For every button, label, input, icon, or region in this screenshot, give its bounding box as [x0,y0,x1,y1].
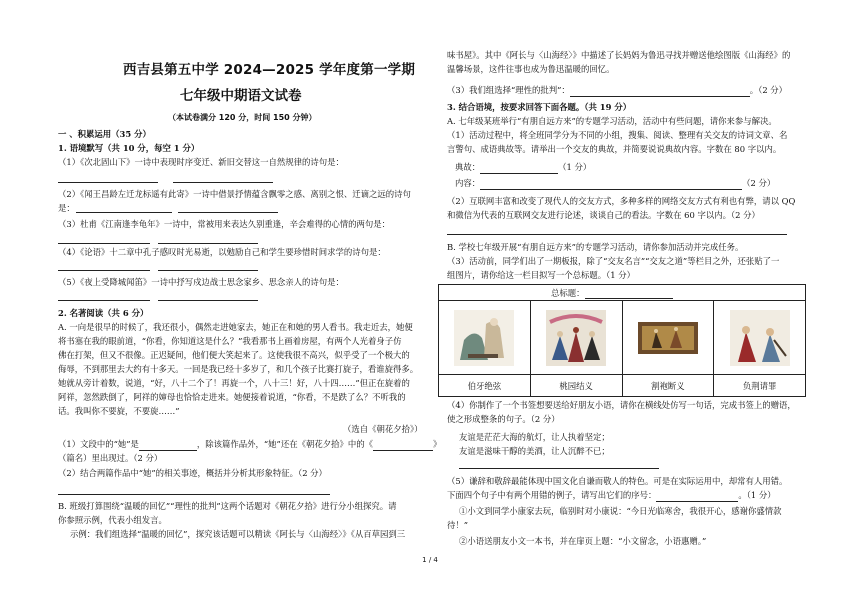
question-text [455,160,591,174]
score: 。（1 分） [738,490,776,500]
answer-line [585,288,673,299]
answer-line [178,212,278,213]
passage-line: 她就从旁计着数，说道，“好，八十二个了！再旋一个，八十三！好，八十四……”但正在旋着的 [58,378,410,388]
table-title-cell [439,285,806,301]
sentence-option: 待！” [447,520,469,530]
taoyuan-picture [546,310,606,366]
passage-source: （选自《朝花夕拾》） [343,424,423,434]
example-text: 味书屋》。其中《阿长与〈山海经〉》中描述了长妈妈为鲁迅寻找并赠送他绘图版《山海经》的 [447,50,791,60]
question-text: （4）《论语》十二章中孔子感叹时光易逝，以勉励自己和学生要珍惜时间求学的诗句是： [58,247,386,257]
question-text-part: ，除该篇作品外，“她”还在《朝花夕拾》中的《 [196,439,373,449]
passage-line: 话。我叫你不要旋，不要旋……” [58,406,180,416]
answer-label: 内容： [455,178,481,188]
question-title: 2. 名著阅读（共 6 分） [58,308,149,318]
passage-line: 阿祥，忽然跌倒了，阿祥的婶母也恰恰走进来。她便接着说道，“你看，不是跌了么？不听我的 [58,392,406,402]
question-text: （篇名）里出现过。（2 分） [58,453,163,463]
picture-cell [439,301,531,375]
exam-note: （本试卷满分 120 分，时间 150 分钟） [168,113,317,122]
passage-line: 侮辱，不到那里去大约有十多天。一回是我已经十多岁了，和几个孩子比赛打旋子，看谁旋得多。 [58,364,419,374]
question-text-part: （1）文段中的“她”是 [58,439,139,449]
question-text: B. 班级打算围绕“温暖的回忆”“理性的批判”这两个话题对《朝花夕拾》进行分小组探究。请 [58,501,397,511]
question-text: （2）《闻王昌龄左迁龙标遥有此寄》一诗中借景抒情蕴含飘零之感、离别之恨、迁谪之远的诗句 [58,189,411,199]
answer-line [158,270,258,271]
picture-caption: 伯牙绝弦 [439,375,531,397]
answer-line [58,300,150,301]
answer-line [173,182,273,183]
score: （1 分） [558,162,592,172]
answer-line [373,440,433,451]
answer-line [480,179,742,190]
question-text [447,488,776,502]
question-text: 是： [58,203,75,213]
answer-line [570,86,750,97]
answer-label: 典故： [455,162,481,172]
answer-line [447,234,787,235]
question-text: （1）活动过程中，将全班同学分为不同的小组，搜集、阅读、整理有关交友的诗词文章、名 [447,130,788,140]
exam-title-school: 西吉县第五中学 2024—2025 学年度第一学期 [123,62,416,78]
question-text: （2）互联网丰富和改变了现代人的交友方式，多种多样的网络交友方式有利也有弊，请以 QQ [447,196,796,206]
answer-line [480,163,558,174]
question-title: 1. 语境默写（共 10 分，每空 1 分） [58,143,200,153]
question-text: （3）杜甫《江南逢李龟年》一诗中，常被用来表达久别重逢，辛会难得的心情的两句是： [58,219,390,229]
section-heading: 一 、积累运用（35 分） [58,129,151,139]
question-text: （5）《夜上受降城闻笛》一诗中抒写戍边战士思念家乡、思念亲人的诗句是： [58,277,344,287]
exam-title: 七年级中期语文试卷 [180,88,302,104]
question-text: B. 学校七年级开展“有朋自远方来”的专题学习活动，请你参加活动并完成任务。 [447,242,744,252]
answer-line [158,300,258,301]
sentence-option: ②小语送朋友小文一本书，并在扉页上题：“小文留念，小语惠赠。” [459,536,707,546]
picture-table [438,284,806,397]
question-text-part: （3）我们组选择“理性的批判”： [447,85,570,95]
question-text [455,176,775,190]
picture-caption: 负荆请罪 [714,375,806,397]
sentence-option: ①小文到同学小康家去玩，临别时对小康说：“今日光临寒舍，我很开心，感谢你盛情款 [459,506,782,516]
answer-line [58,270,150,271]
bookmark-line: 友谊是滋味干醇的美酒，让人沉醉不已； [459,446,610,456]
question-text: 言警句、成语典故等。请举出一个交友的典故，并简要说说典故内容。字数在 80 字以内。 [447,144,782,154]
question-text: （4）你制作了一个书签想要送给好朋友小语，请你在横线处仿写一句话，完成书签上的赠语， [447,400,796,410]
question-text: （1）《次北固山下》一诗中表现时序变迁、新旧交替这一自然规律的诗句是： [58,157,344,167]
question-text-part: 。（2 分） [749,85,788,95]
answer-line [139,440,197,451]
boya-picture [454,310,514,366]
question-text: （5）谦辞和敬辞最能体现中国文化自谦而敬人的特色。可是在实际运用中，却常有人用错。 [447,476,788,486]
question-text: （3）活动前，同学们出了一期板报，除了“交友名言”“交友之道”等栏目之外，还张贴了一 [447,256,780,266]
example-text: 温馨场景，这件往事也成为鲁迅温暖的回忆。 [447,64,615,74]
question-text: 你参照示例，代表小组发言。 [58,515,167,525]
question-text: 组图片，请你给这一栏目拟写一个总标题。（1 分） [447,270,636,280]
question-text [58,437,441,451]
passage-line: 将书塞在我的眼前道，“你看，你知道这是什么？”我看那书上画着房屋，有两个人光着身子仿 [58,336,402,346]
answer-line [656,491,738,502]
passage-line: 佛在打架，但又不很像。正迟疑间，他们便大笑起来了。这使我很不高兴，似乎受了一个极大的 [58,350,410,360]
answer-line [58,243,150,244]
picture-caption: 割袍断义 [622,375,714,397]
answer-line [76,212,172,213]
question-text [447,83,787,97]
question-text: 和微信为代表的互联网交友进行论述，谈谈自己的看法。字数在 60 字以内。（2 分） [447,210,760,220]
bookmark-line: 友谊是茫茫大海的航灯，让人执着坚定； [459,432,610,442]
gepao-picture [638,310,698,366]
picture-caption: 桃园结义 [530,375,622,397]
answer-line [58,494,330,495]
passage-line: A. 一向是很早的时候了，我还很小，偶然走进她家去，她正在和她的男人看书。我走近去，她便 [58,322,413,332]
picture-cell [622,301,714,375]
table-title-label: 总标题： [551,287,585,298]
answer-line [459,468,659,469]
picture-cell [530,301,622,375]
fujing-picture [730,310,790,366]
page-number: 1 / 4 [422,556,438,564]
question-text: A. 七年级某班举行“有朋自远方来”的专题学习活动，活动中有些问题，请你来参与解决。 [447,116,777,126]
question-text-part: 》 [432,439,442,449]
example-text: 示例：我们组选择“温暖的回忆”，探究该话题可以精读《阿长与〈山海经〉》《从百草园到三 [70,529,406,539]
question-text: 使之形成整条的句子。（2 分） [447,414,560,424]
answer-line [58,182,158,183]
question-text: （2）结合两篇作品中“她”的相关事迹，概括并分析其形象特征。（2 分） [58,468,327,478]
question-text-part: 下面四个句子中有两个用错的例子，请写出它们的序号： [447,490,657,500]
picture-cell [714,301,806,375]
answer-line [158,243,258,244]
question-title: 3. 结合语境，按要求回答下面各题。（共 19 分） [447,102,632,112]
score: （2 分） [742,178,776,188]
